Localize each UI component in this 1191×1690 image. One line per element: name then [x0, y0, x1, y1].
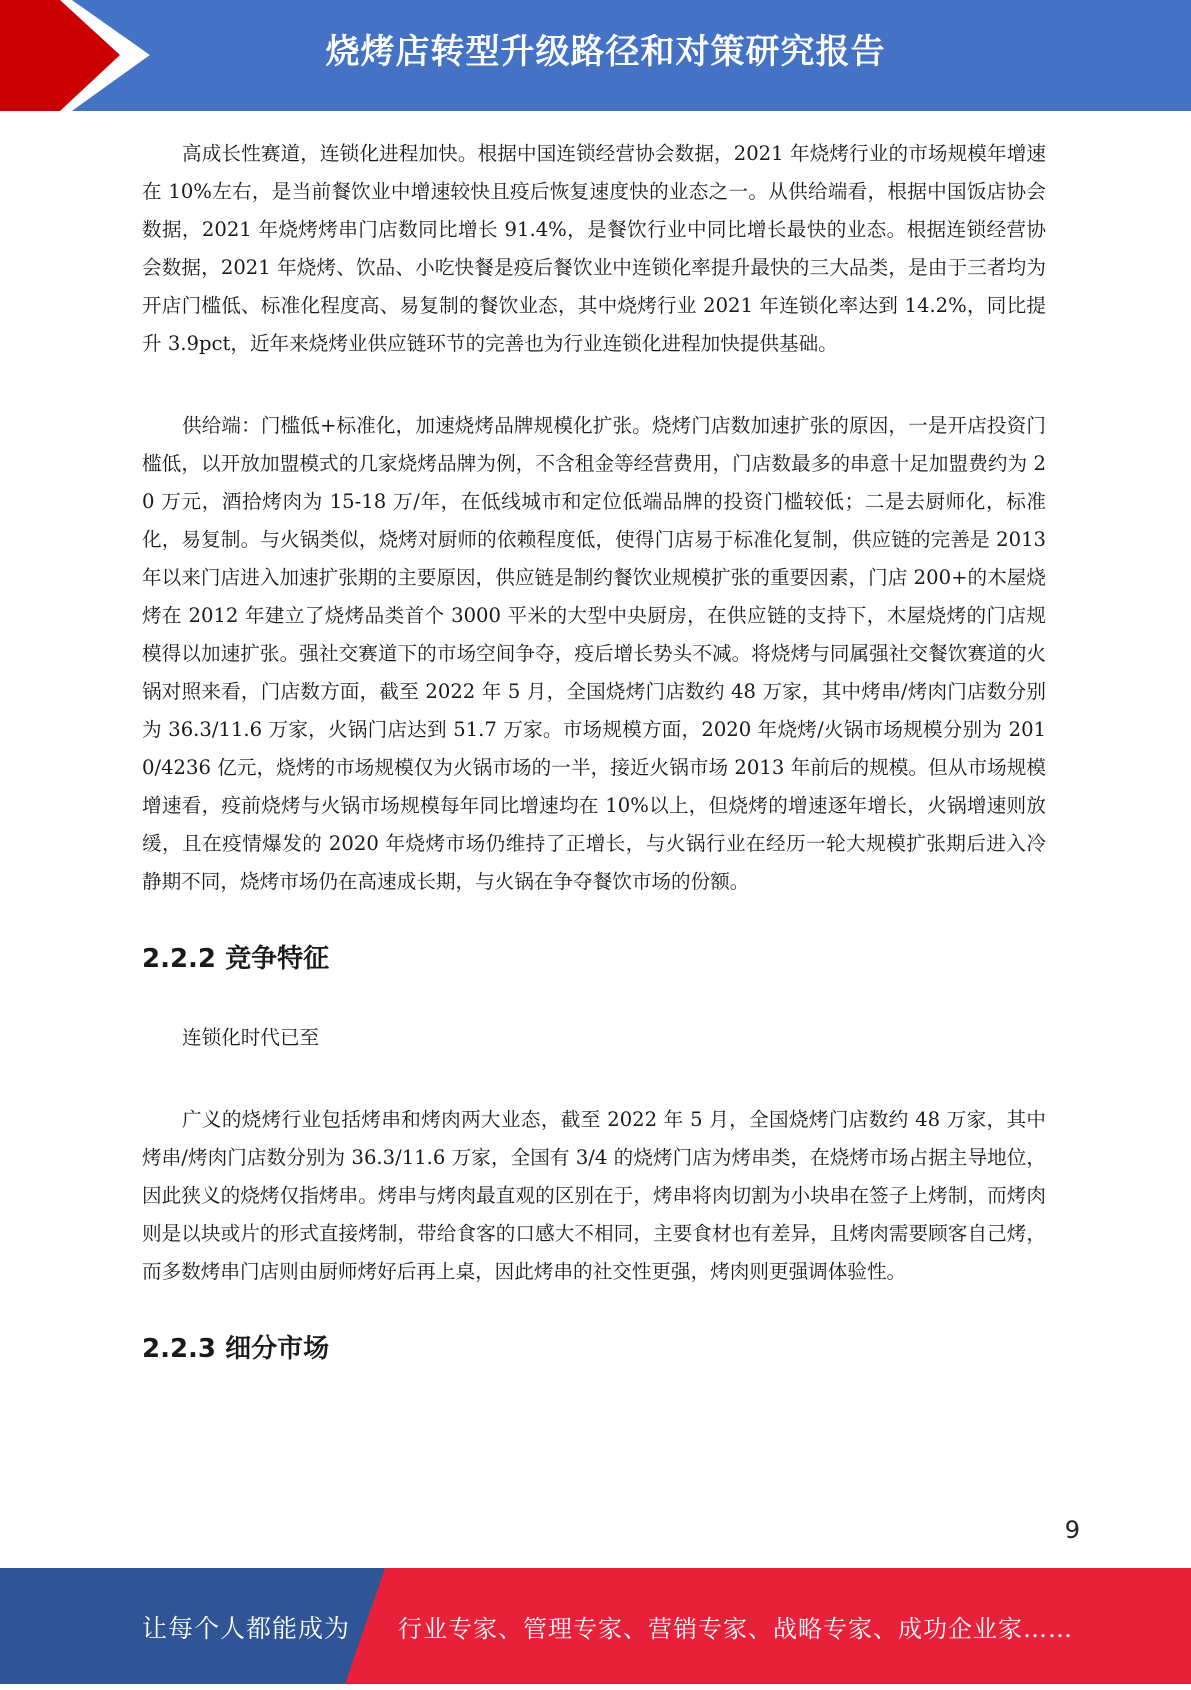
section-heading-competition: 2.2.2 竞争特征 — [142, 944, 330, 974]
paragraph-growth: 高成长性赛道，连锁化进程加快。根据中国连锁经营协会数据，2021 年烧烤行业的市场规模年增速在 10%左右，是当前餐饮业中增速较快且疫后恢复速度快的业态之一。从供给端看，根据中国饭店协会数据，2021 年烧烤烤串门店数同比增长 91.4%，是餐饮行业中同比增长最快的业态。根据连锁经营协会数据，2021 年烧烤、饮品、小吃快餐是疫后餐饮业中连锁化率提升最快的三大品类，是由于三者均为开店门槛低、标准化程度高、易复制的餐饮业态，其中烧烤行业 2021 年连锁化率达到 14.2%，同比提升 3.9pct，近年来烧烤业供应链环节的完善也为行业连锁化进程加快提供基础。 — [142, 142, 1046, 355]
page-number: 9 — [1064, 1516, 1080, 1544]
report-title: 烧烤店转型升级路径和对策研究报告 — [325, 32, 886, 72]
paragraph-chain-era: 连锁化时代已至 — [182, 1026, 320, 1049]
section-heading-segment: 2.2.3 细分市场 — [142, 1334, 330, 1364]
paragraph-bbq-types: 广义的烧烤行业包括烤串和烤肉两大业态，截至 2022 年 5 月，全国烧烤门店数约 48 万家，其中烤串/烤肉门店数分别为 36.3/11.6 万家，全国有 3/4 的烧烤门店为烤串类，在烧烤市场占据主导地位，因此狭义的烧烤仅指烤串。烤串与烤肉最直观的区别在于，烤串将肉切割为小块串在签子上烤制，而烤肉则是以块或片的形式直接烤制，带给食客的口感大不相同，主要食材也有差异，且烤肉需要顾客自己烤，而多数烤串门店则由厨师烤好后再上桌，因此烤串的社交性更强，烤肉则更强调体验性。 — [142, 1108, 1046, 1283]
page-footer — [0, 1568, 1191, 1684]
paragraph-supply: 供给端：门槛低+标准化，加速烧烤品牌规模化扩张。烧烤门店数加速扩张的原因，一是开店投资门槛低，以开放加盟模式的几家烧烤品牌为例，不含租金等经营费用，门店数最多的串意十足加盟费约为 20 万元，酒拾烤肉为 15-18 万/年，在低线城市和定位低端品牌的投资门槛较低；二是去厨师化，标准化，易复制。与火锅类似，烧烤对厨师的依赖程度低，使得门店易于标准化复制，供应链的完善是 2013 年以来门店进入加速扩张期的主要原因，供应链是制约餐饮业规模扩张的重要因素，门店 200+的木屋烧烤在 2012 年建立了烧烤品类首个 3000 平米的大型中央厨房，在供应链的支持下，木屋烧烤的门店规模得以加速扩张。强社交赛道下的市场空间争夺，疫后增长势头不减。将烧烤与同属强社交餐饮赛道的火锅对照来看，门店数方面，截至 2022 年 5 月，全国烧烤门店数约 48 万家，其中烤串/烤肉门店数分别为 36.3/11.6 万家，火锅门店达到 51.7 万家。市场规模方面，2020 年烧烤/火锅市场规模分别为 2010/4236 亿元，烧烤的市场规模仅为火锅市场的一半，接近火锅市场 2013 年前后的规模。但从市场规模增速看，疫前烧烤与火锅市场规模每年同比增速均在 10%以上，但烧烤的增速逐年增长，火锅增速则放缓，且在疫情爆发的 2020 年烧烤市场仍维持了正增长，与火锅行业在经历一轮大规模扩张期后进入冷静期不同，烧烤市场仍在高速成长期，与火锅在争夺餐饮市场的份额。 — [142, 414, 1046, 893]
page-header — [0, 0, 1191, 111]
page-content — [142, 135, 1046, 1367]
footer-slogan: 让每个人都能成为 — [142, 1614, 351, 1643]
footer-roles: 行业专家、管理专家、营销专家、战略专家、成功企业家…… — [398, 1615, 1073, 1643]
